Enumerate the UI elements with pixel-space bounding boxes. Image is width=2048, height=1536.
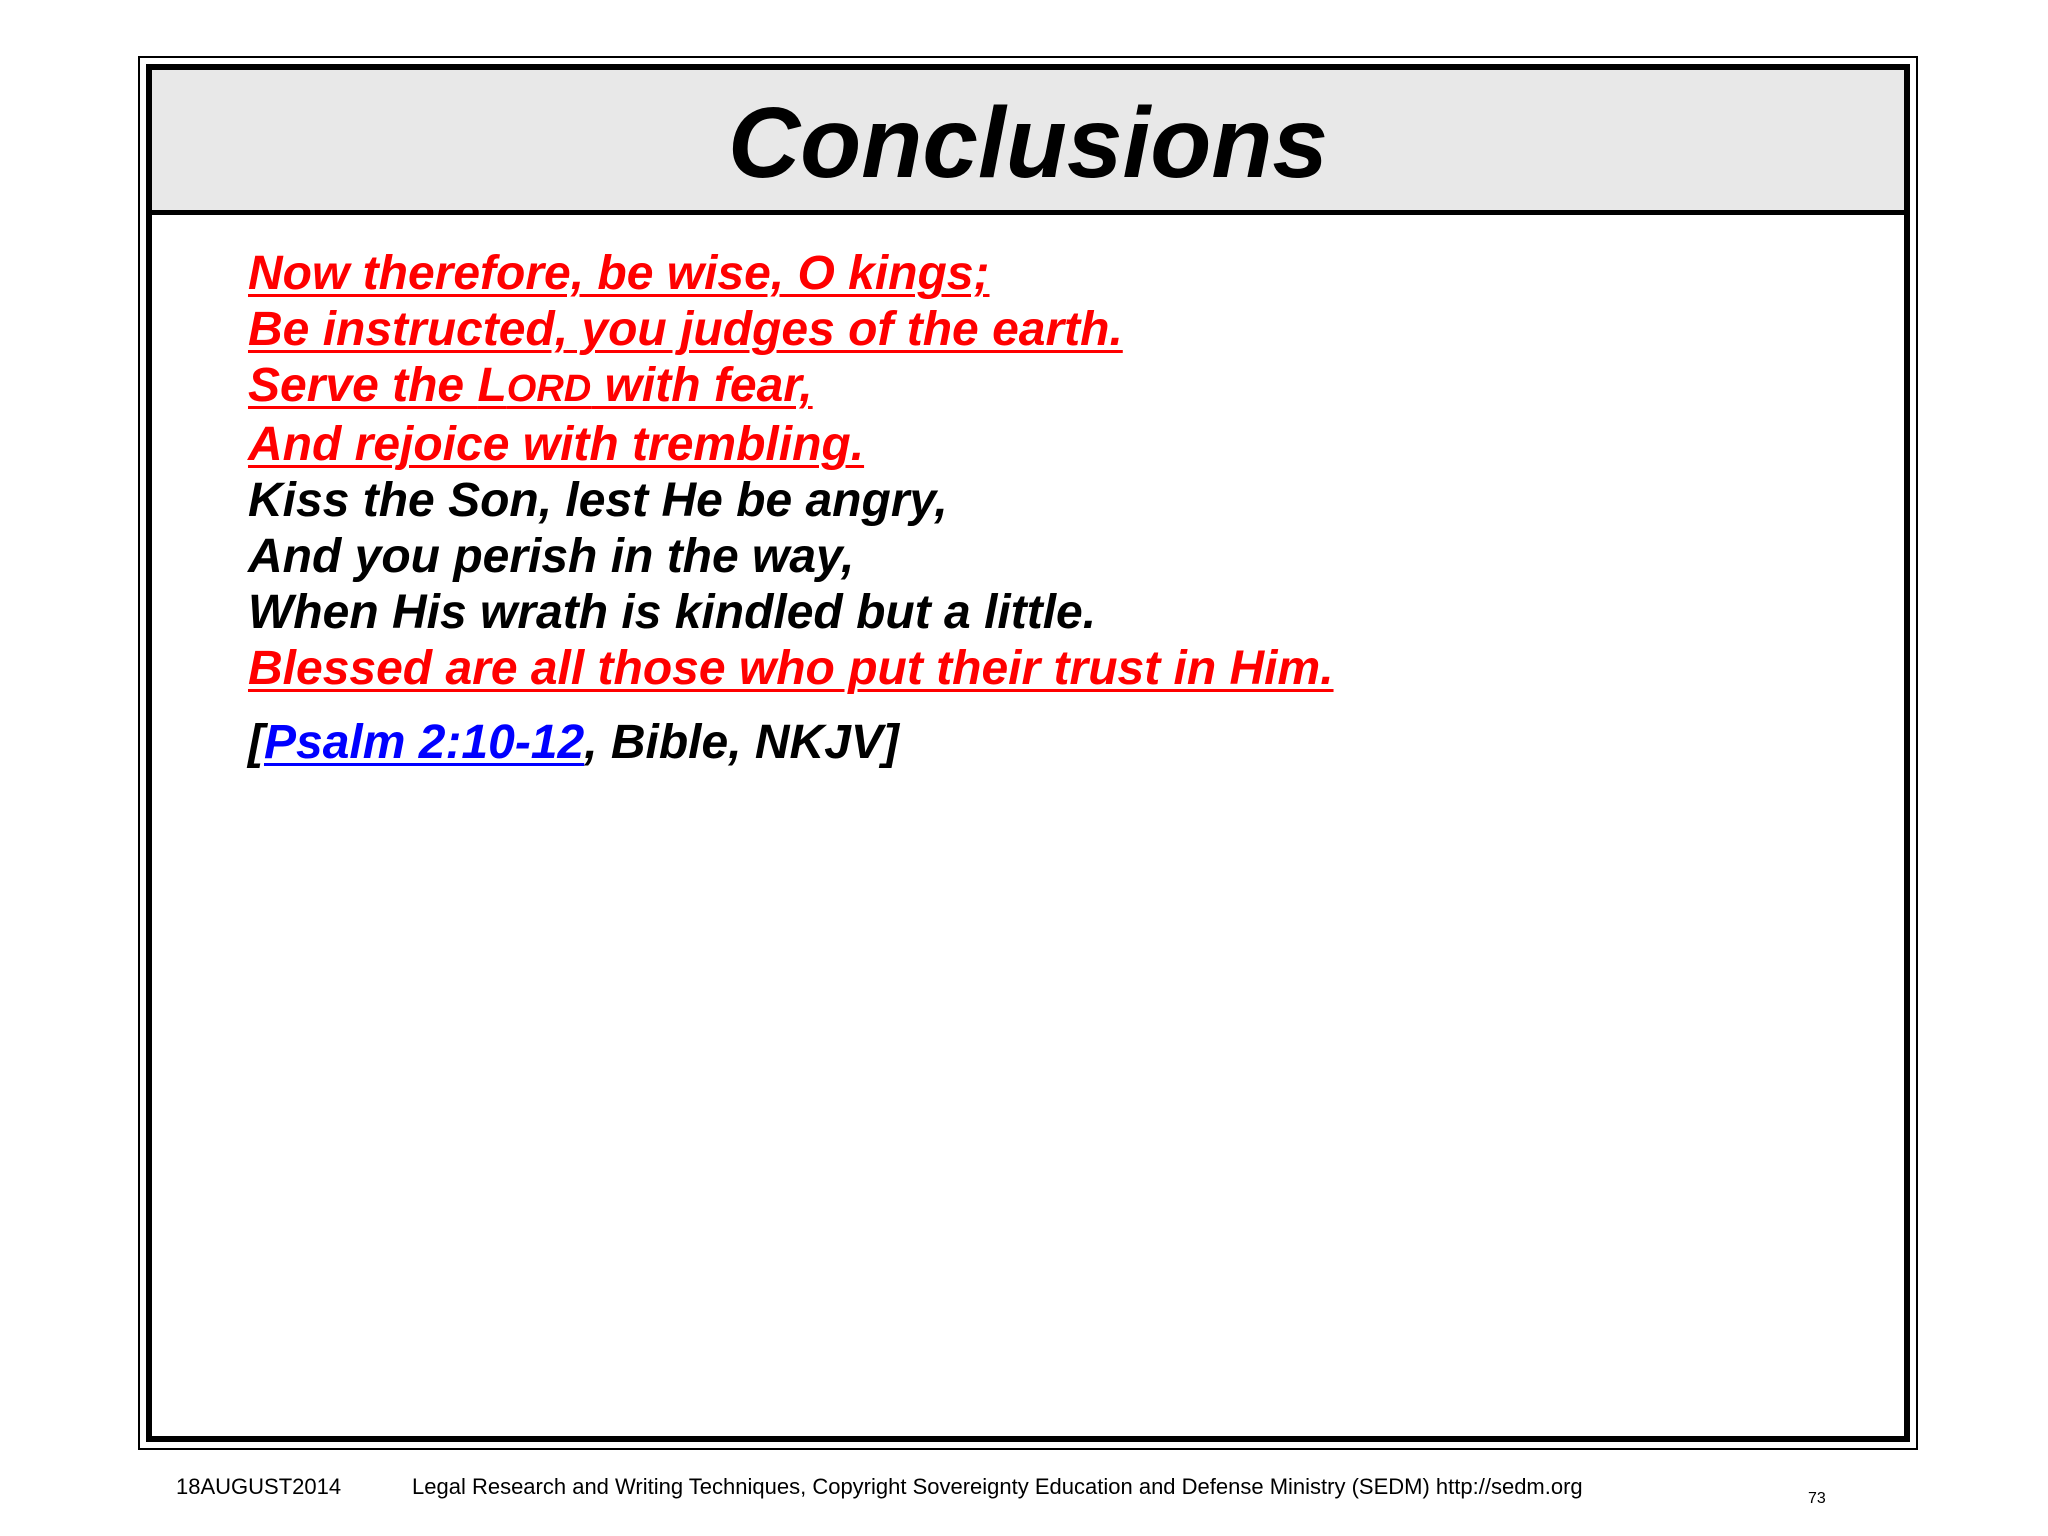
footer-date: 18AUGUST2014 xyxy=(176,1474,342,1499)
lord-first-letter: L xyxy=(477,359,507,412)
citation-open-bracket: [ xyxy=(248,716,264,769)
verse-line: Kiss the Son, lest He be angry, xyxy=(248,474,948,527)
serve-before: Serve the xyxy=(248,359,478,412)
lord-small-caps: ORD xyxy=(506,368,592,410)
verse-line: And you perish in the way, xyxy=(248,530,855,583)
slide-frame xyxy=(146,64,1910,1442)
slide-title: Conclusions xyxy=(727,87,1329,199)
serve-after: with fear, xyxy=(591,359,813,412)
citation xyxy=(248,715,1334,771)
citation-rest: , Bible, NKJV] xyxy=(584,716,899,769)
footer xyxy=(176,1474,1583,1500)
verse-block xyxy=(248,246,1334,771)
footer-text: Legal Research and Writing Techniques, Copyright Sovereignty Education and Defense Ministry (SEDM) http://sedm.org xyxy=(412,1474,1583,1499)
psalm-link[interactable]: Psalm 2:10-12 xyxy=(263,716,585,769)
verse-line: Be instructed, you judges of the earth. xyxy=(248,303,1123,356)
verse-line: And rejoice with trembling. xyxy=(248,418,865,471)
verse-line: Blessed are all those who put their trust in Him. xyxy=(248,642,1334,695)
verse-line-serve xyxy=(248,358,1334,417)
slide-frame-outer xyxy=(138,56,1918,1450)
title-band xyxy=(152,70,1904,215)
page-number: 73 xyxy=(1808,1490,1826,1507)
verse-line: When His wrath is kindled but a little. xyxy=(248,586,1097,639)
verse-line: Now therefore, be wise, O kings; xyxy=(248,247,990,300)
